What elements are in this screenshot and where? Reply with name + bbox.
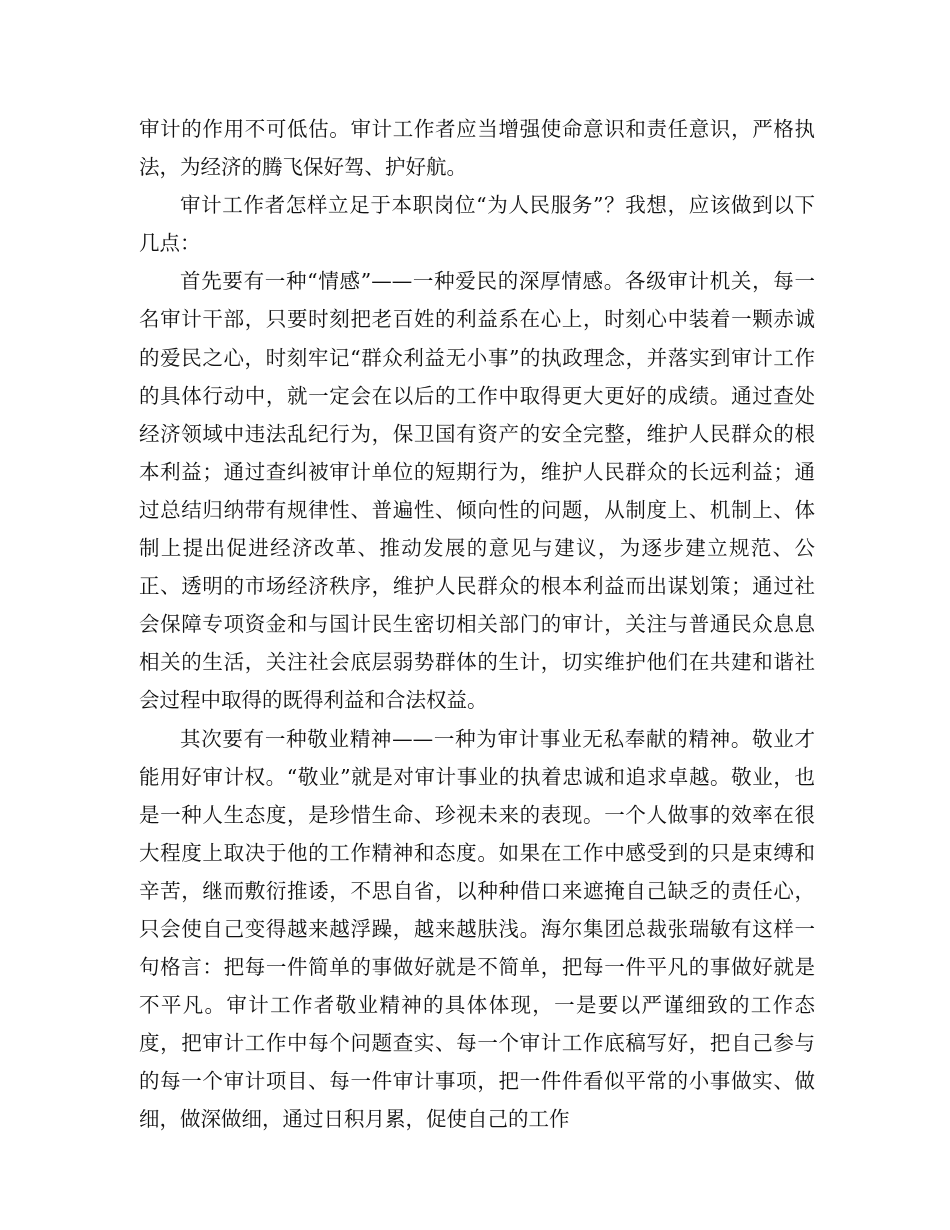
- document-body: [139, 110, 815, 1139]
- paragraph-question: 审计工作者怎样立足于本职岗位“为人民服务”？我想，应该做到以下几点：: [139, 193, 815, 256]
- paragraph-first-point: 首先要有一种“情感”——一种爱民的深厚情感。各级审计机关，每一名审计干部，只要时刻把老百姓的利益系在心上，时刻心中装着一颗赤诚的爱民之心，时刻牢记“群众利益无小事”的执政理念，并落实到审计工作的具体行动中，就一定会在以后的工作中取得更大更好的成绩。通过查处经济领域中违法乱纪行为，保卫国有资产的安全完整，维护人民群众的根本利益；通过查纠被审计单位的短期行为，维护人民群众的长远利益；通过总结归纳带有规律性、普遍性、倾向性的问题，从制度上、机制上、体制上提出促进经济改革、推动发展的意见与建议，为逐步建立规范、公正、透明的市场经济秩序，维护人民群众的根本利益而出谋划策；通过社会保障专项资金和与国计民生密切相关部门的审计，关注与普通民众息息相关的生活，关注社会底层弱势群体的生计，切实维护他们在共建和谐社会过程中取得的既得利益和合法权益。: [139, 269, 815, 713]
- paragraph-continuation: 审计的作用不可低估。审计工作者应当增强使命意识和责任意识，严格执法，为经济的腾飞保好驾、护好航。: [139, 117, 815, 180]
- paragraph-second-point: 其次要有一种敬业精神——一种为审计事业无私奉献的精神。敬业才能用好审计权。“敬业”就是对审计事业的执着忠诚和追求卓越。敬业，也是一种人生态度，是珍惜生命、珍视未来的表现。一个人做事的效率在很大程度上取决于他的工作精神和态度。如果在工作中感受到的只是束缚和辛苦，继而敷衍推诿，不思自省，以种种借口来遮掩自己缺乏的责任心，只会使自己变得越来越浮躁，越来越肤浅。海尔集团总裁张瑞敏有这样一句格言：把每一件简单的事做好就是不简单，把每一件平凡的事做好就是不平凡。审计工作者敬业精神的具体体现，一是要以严谨细致的工作态度，把审计工作中每个问题查实、每一个审计工作底稿写好，把自己参与的每一个审计项目、每一件审计事项，把一件件看似平常的小事做实、做细，做深做细，通过日积月累，促使自己的工作: [139, 726, 815, 1132]
